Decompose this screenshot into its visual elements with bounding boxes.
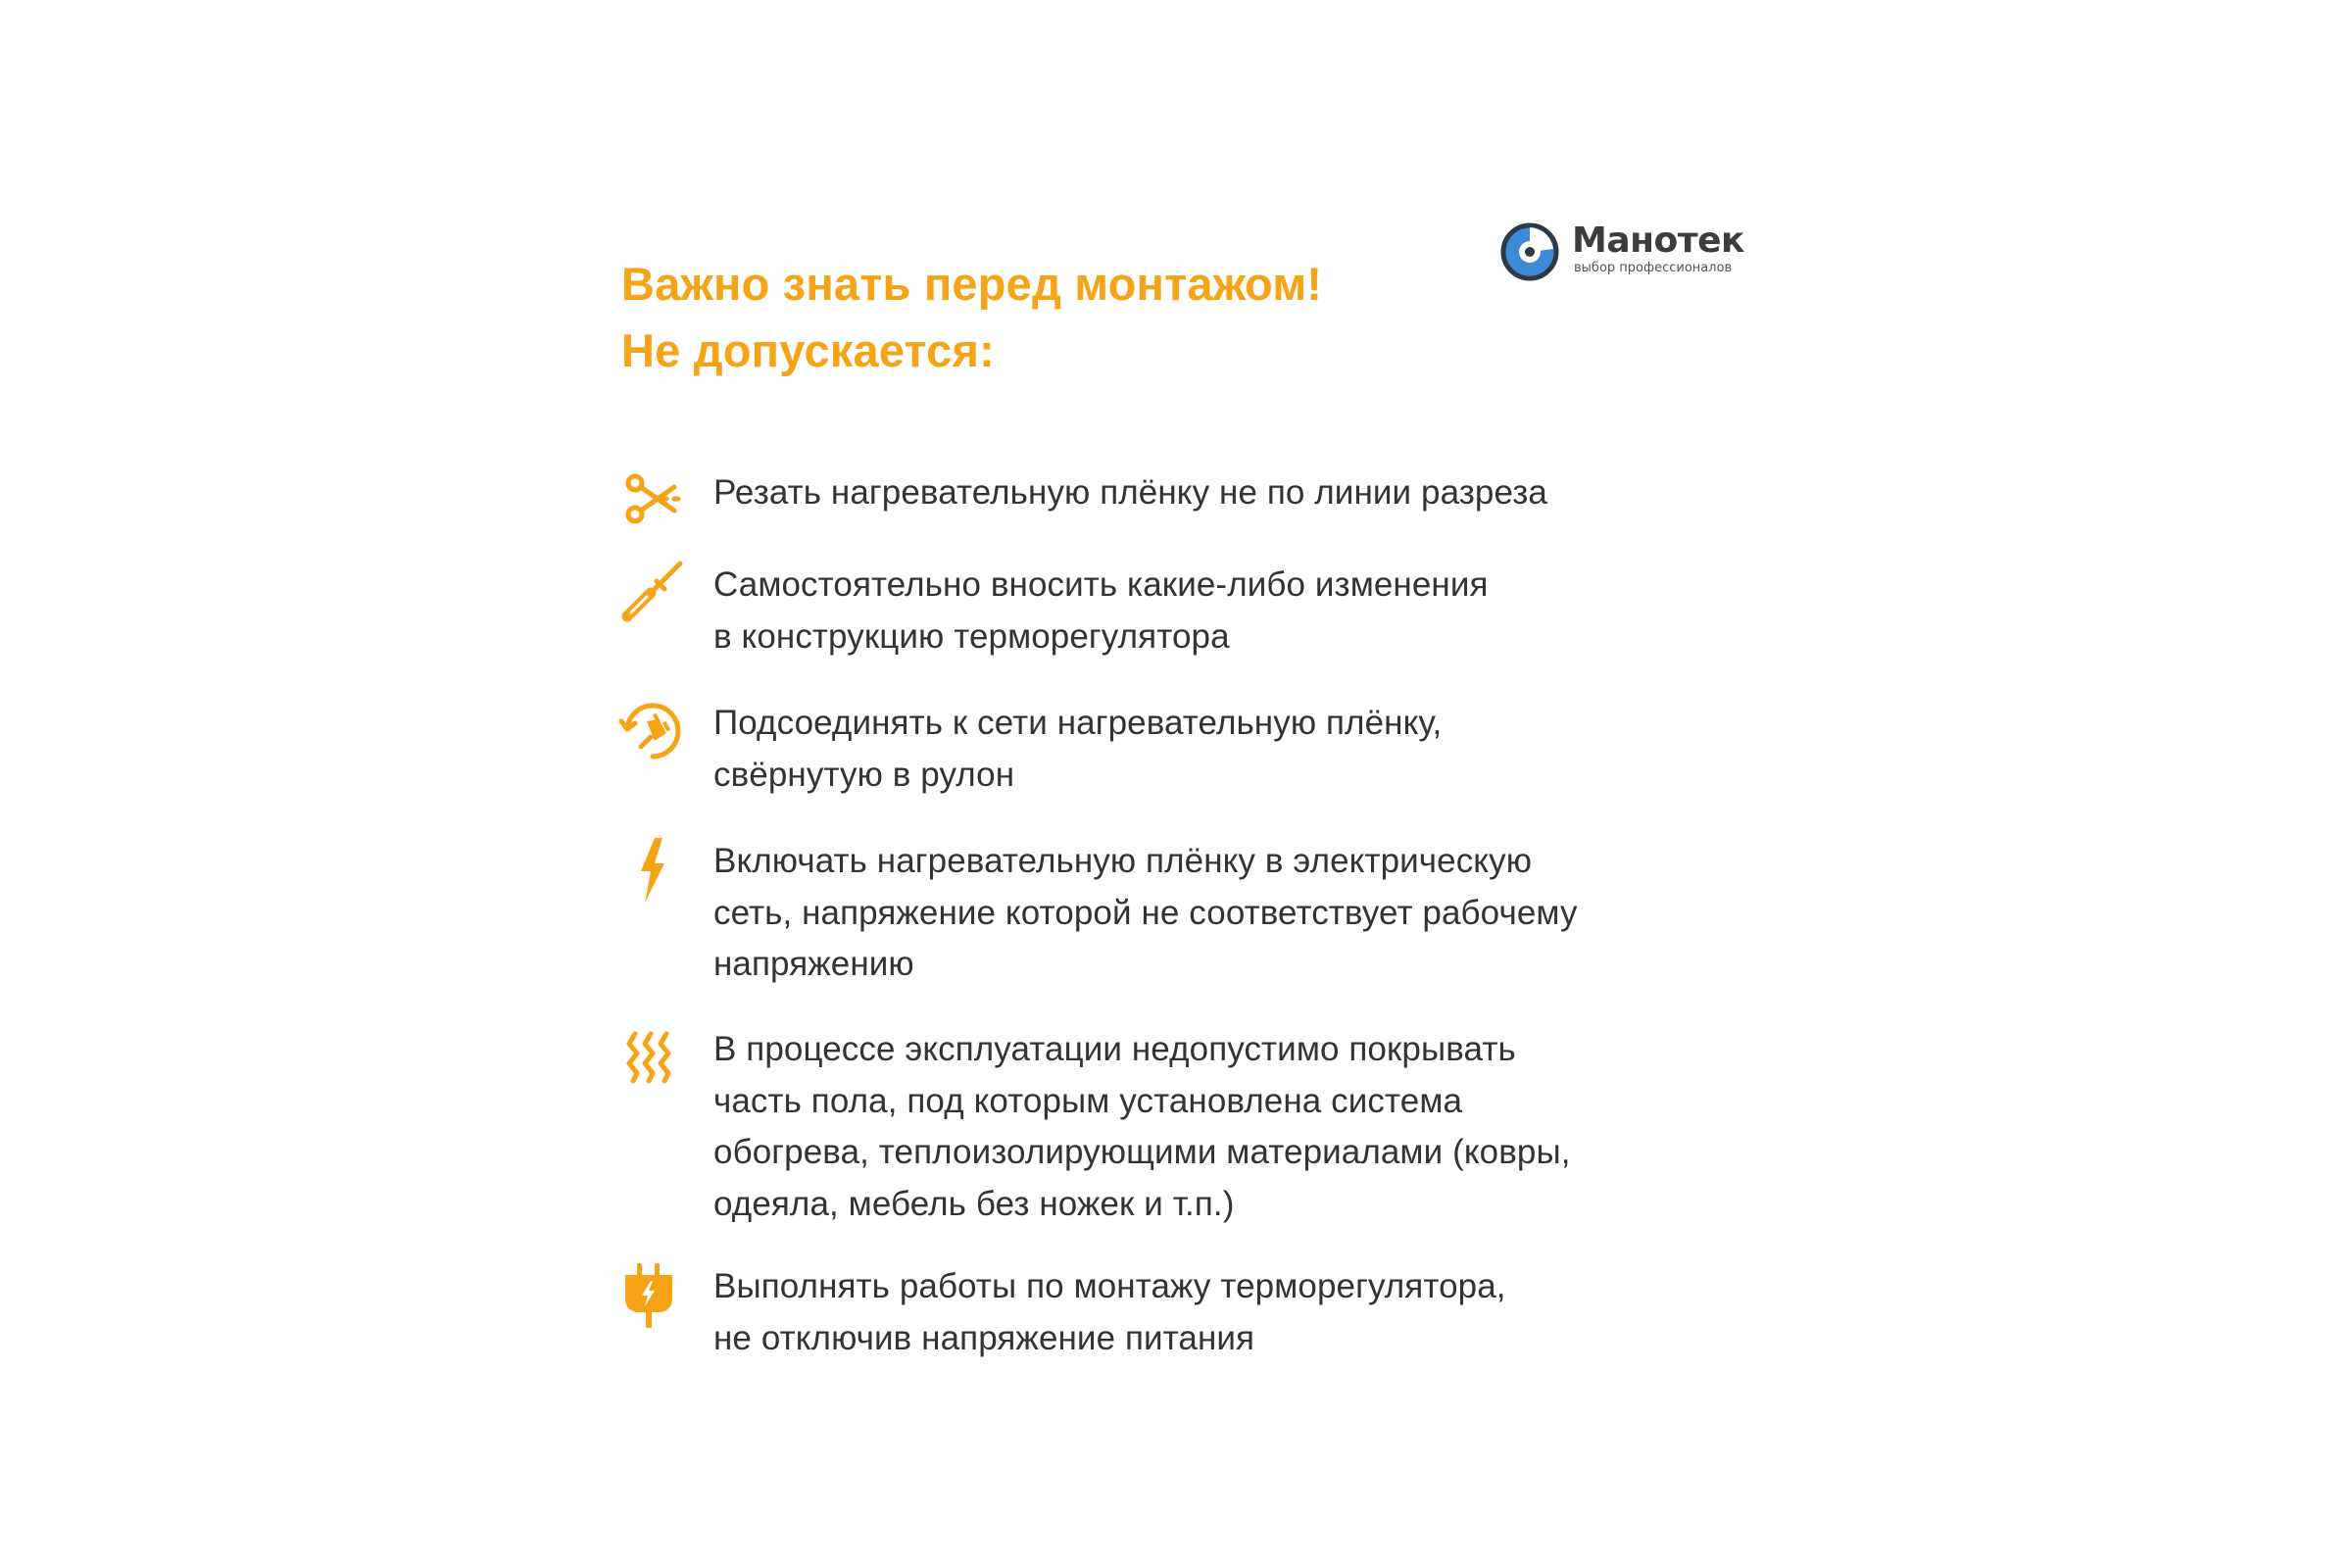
brand-mark-icon bbox=[1499, 221, 1560, 282]
rule-line: Подсоединять к сети нагревательную плёнку, bbox=[713, 704, 1443, 742]
rule-line: обогрева, теплоизолирующими материалами (ковры, bbox=[713, 1133, 1571, 1171]
rule-line: не отключив напряжение питания bbox=[713, 1318, 1255, 1357]
plug-circle-icon bbox=[617, 696, 688, 766]
title-line-2: Не допускается: bbox=[621, 324, 995, 376]
power-plug-icon bbox=[617, 1261, 688, 1332]
rule-line: В процессе эксплуатации недопустимо покрывать bbox=[713, 1030, 1516, 1068]
rule-line: сеть, напряжение которой не соответствует рабочему bbox=[713, 893, 1578, 932]
rule-line: Самостоятельно вносить какие-либо изменения bbox=[713, 565, 1489, 604]
brand-name: Манотек bbox=[1572, 220, 1744, 261]
title-line-1: Важно знать перед монтажом! bbox=[621, 258, 1323, 310]
rule-line: в конструкцию терморегулятора bbox=[713, 616, 1230, 656]
brand-logo bbox=[1499, 220, 1754, 284]
brand-tagline: выбор профессионалов bbox=[1574, 261, 1733, 275]
page-title bbox=[621, 251, 1322, 384]
rule-line: напряжению bbox=[713, 945, 914, 983]
rule-text bbox=[713, 1024, 1742, 1230]
rule-line: Выполнять работы по монтажу терморегулятора, bbox=[713, 1267, 1506, 1305]
rule-line: Резать нагревательную плёнку не по линии разреза bbox=[713, 473, 1547, 512]
rule-line: Включать нагревательную плёнку в электрическую bbox=[713, 842, 1533, 880]
rule-text bbox=[713, 836, 1742, 991]
heat-waves-icon bbox=[617, 1024, 688, 1095]
rule-text bbox=[713, 698, 1742, 801]
rule-line: свёрнутую в рулон bbox=[713, 755, 1015, 794]
rule-text bbox=[713, 1261, 1742, 1364]
rule-text bbox=[713, 560, 1742, 662]
scissors-icon bbox=[617, 467, 688, 538]
rule-text bbox=[713, 467, 1742, 519]
screwdriver-icon bbox=[617, 558, 688, 628]
rule-line: одеяла, мебель без ножек и т.п.) bbox=[713, 1184, 1235, 1223]
lightning-icon bbox=[617, 836, 688, 906]
rule-line: часть пола, под которым установлена система bbox=[713, 1081, 1463, 1120]
